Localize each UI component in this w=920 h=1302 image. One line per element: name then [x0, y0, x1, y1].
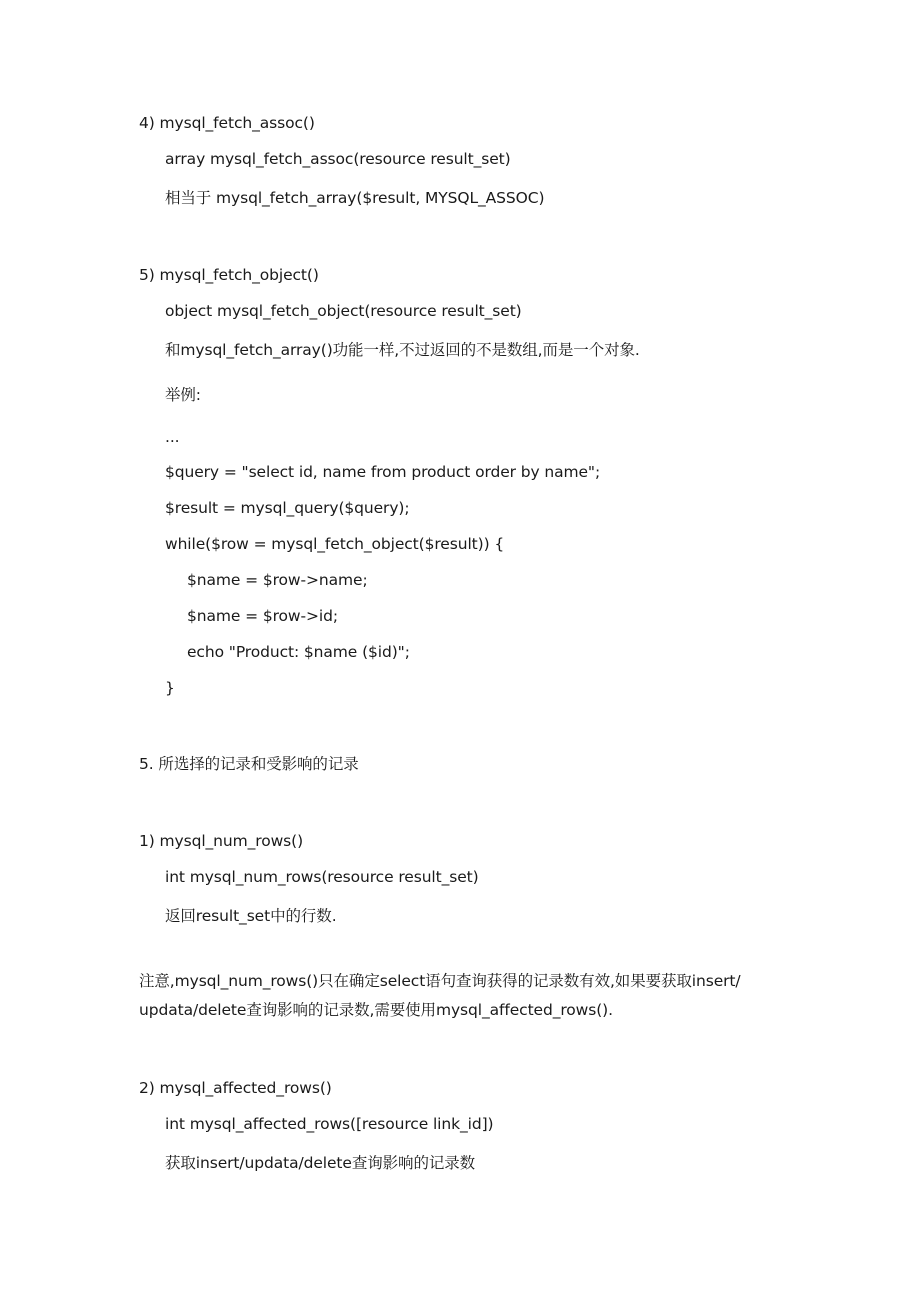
- fetch-assoc-description: 相当于 mysql_fetch_array($result, MYSQL_ASSOC): [165, 189, 545, 207]
- fetch-object-signature: object mysql_fetch_object(resource result_set): [165, 302, 522, 320]
- affected-rows-heading: 2) mysql_affected_rows(): [139, 1079, 332, 1097]
- affected-rows-description: 获取insert/updata/delete查询影响的记录数: [165, 1154, 476, 1172]
- num-rows-description: 返回result_set中的行数.: [165, 907, 337, 925]
- code-line: $name = $row->id;: [187, 607, 338, 625]
- code-line: $result = mysql_query($query);: [165, 499, 410, 517]
- affected-rows-signature: int mysql_affected_rows([resource link_id]): [165, 1115, 494, 1133]
- note-line-2: updata/delete查询影响的记录数,需要使用mysql_affected_rows().: [139, 1001, 613, 1019]
- code-line: $name = $row->name;: [187, 571, 368, 589]
- code-line: echo "Product: $name ($id)";: [187, 643, 410, 661]
- code-line: }: [165, 679, 175, 697]
- num-rows-signature: int mysql_num_rows(resource result_set): [165, 868, 479, 886]
- fetch-assoc-signature: array mysql_fetch_assoc(resource result_set): [165, 150, 511, 168]
- fetch-object-heading: 5) mysql_fetch_object(): [139, 266, 319, 284]
- section-5-title: 5. 所选择的记录和受影响的记录: [139, 755, 359, 773]
- code-line: while($row = mysql_fetch_object($result)) {: [165, 535, 505, 553]
- example-label: 举例:: [165, 386, 201, 404]
- num-rows-heading: 1) mysql_num_rows(): [139, 832, 304, 850]
- note-line-1: 注意,mysql_num_rows()只在确定select语句查询获得的记录数有效,如果要获取insert/: [139, 972, 741, 990]
- code-line: $query = "select id, name from product order by name";: [165, 463, 601, 481]
- fetch-object-description: 和mysql_fetch_array()功能一样,不过返回的不是数组,而是一个对象.: [165, 341, 640, 359]
- fetch-assoc-heading: 4) mysql_fetch_assoc(): [139, 114, 315, 132]
- code-line: ...: [165, 428, 180, 446]
